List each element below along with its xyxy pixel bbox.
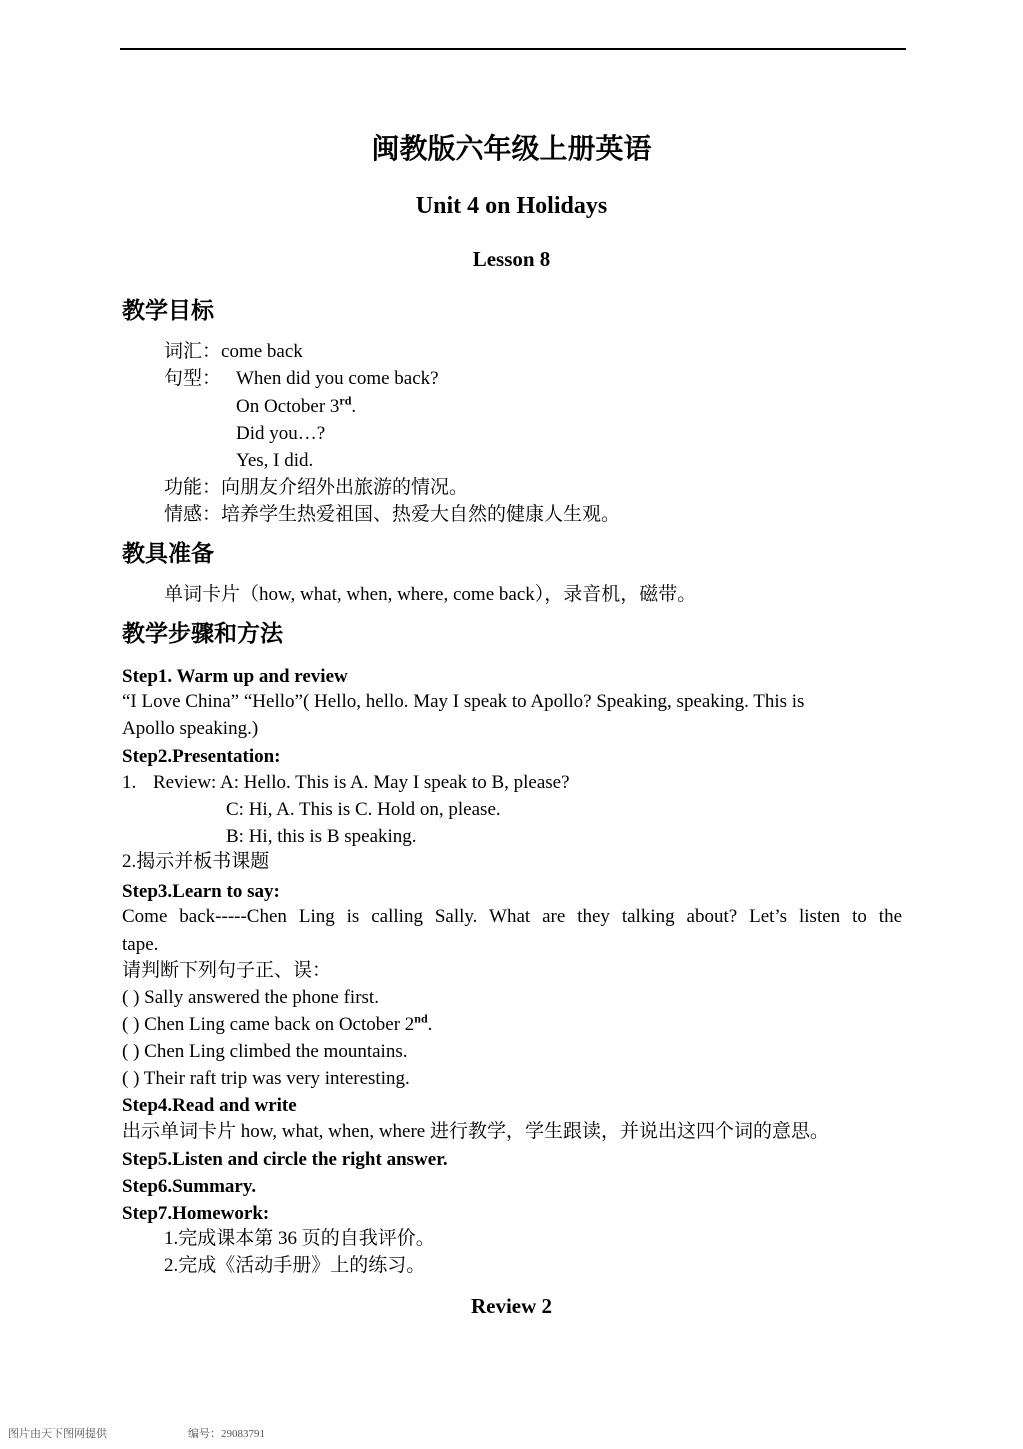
function-label: 功能：: [164, 477, 222, 498]
step1-title: Step1. Warm up and review: [122, 666, 348, 687]
step5-title: Step5.Listen and circle the right answer.: [122, 1149, 448, 1170]
step3-line2: tape.: [122, 934, 159, 955]
emotion-value: 培养学生热爱祖国、热爱大自然的健康人生观。: [221, 504, 621, 525]
step1-line1: “I Love China” “Hello”( Hello, hello. May I speak to Apollo? Speaking, speaking. This is: [122, 691, 805, 712]
function-value: 向朋友介绍外出旅游的情况。: [221, 477, 469, 498]
step7-title: Step7.Homework:: [122, 1203, 270, 1224]
header-rule: [120, 48, 906, 50]
emotion-line: [164, 505, 620, 524]
judge-item-3: ( ) Chen Ling climbed the mountains.: [122, 1041, 408, 1062]
footer-id-label: 编号：: [188, 1428, 221, 1440]
step2-item1-num: 1.: [122, 772, 137, 793]
footer-watermark: 图片由天下图网提供: [8, 1428, 107, 1440]
step4-text: 出示单词卡片 how, what, when, where 进行教学，学生跟读，并说出这四个词的意思。: [122, 1121, 829, 1142]
step3-line1: Come back-----Chen Ling is calling Sally. What are they talking about? Let’s listen to the: [122, 906, 902, 927]
pattern-line-2-after: .: [351, 396, 357, 417]
objectives-heading: 教学目标: [122, 298, 214, 323]
review-title: Review 2: [470, 1294, 553, 1318]
step6-title: Step6.Summary.: [122, 1176, 257, 1197]
judge-item-2-sup: nd: [414, 1011, 428, 1026]
footer-id: [188, 1429, 265, 1440]
pattern-line-2-sup: rd: [339, 393, 352, 408]
emotion-label: 情感：: [164, 504, 222, 525]
homework-2: 2.完成《活动手册》上的练习。: [164, 1255, 426, 1276]
step1-line2: Apollo speaking.): [122, 718, 259, 739]
judge-item-4: ( ) Their raft trip was very interesting.: [122, 1068, 410, 1089]
judge-item-1: ( ) Sally answered the phone first.: [122, 987, 379, 1008]
vocab-value: come back: [221, 341, 303, 362]
judge-item-2-after: .: [427, 1014, 433, 1035]
pattern-line-2-text: On October 3: [236, 396, 340, 417]
pattern-label: 句型：: [164, 368, 222, 389]
procedure-heading: 教学步骤和方法: [122, 621, 283, 646]
step4-title: Step4.Read and write: [122, 1095, 297, 1116]
judge-item-2-text: ( ) Chen Ling came back on October 2: [122, 1014, 415, 1035]
step2-item1-line2: C: Hi, A. This is C. Hold on, please.: [226, 799, 501, 820]
judge-item-2: [122, 1011, 433, 1035]
materials-heading: 教具准备: [122, 541, 214, 566]
step2-item1-line3: B: Hi, this is B speaking.: [226, 826, 417, 847]
homework-1: 1.完成课本第 36 页的自我评价。: [164, 1228, 435, 1249]
unit-title: Unit 4 on Holidays: [415, 193, 608, 219]
materials-text: 单词卡片（how, what, when, where, come back），录音机，磁带。: [164, 584, 697, 605]
step3-judge: 请判断下列句子正、误：: [122, 960, 332, 981]
pattern-line-3: Did you…?: [236, 423, 326, 444]
step2-title: Step2.Presentation:: [122, 746, 281, 767]
page-title: 闽教版六年级上册英语: [371, 134, 652, 165]
step2-item1-text: Review: A: Hello. This is A. May I speak to B, please?: [153, 772, 570, 793]
function-line: [164, 478, 468, 497]
pattern-line-4: Yes, I did.: [236, 450, 314, 471]
pattern-line-1: When did you come back?: [236, 368, 439, 389]
step2-item2: 2.揭示并板书课题: [122, 851, 270, 872]
vocab-line: [164, 342, 303, 361]
pattern-line-2: [236, 393, 357, 417]
lesson-title: Lesson 8: [472, 247, 551, 271]
vocab-label: 词汇：: [164, 341, 222, 362]
step3-title: Step3.Learn to say:: [122, 881, 280, 902]
footer-id-value: 29083791: [221, 1428, 265, 1440]
